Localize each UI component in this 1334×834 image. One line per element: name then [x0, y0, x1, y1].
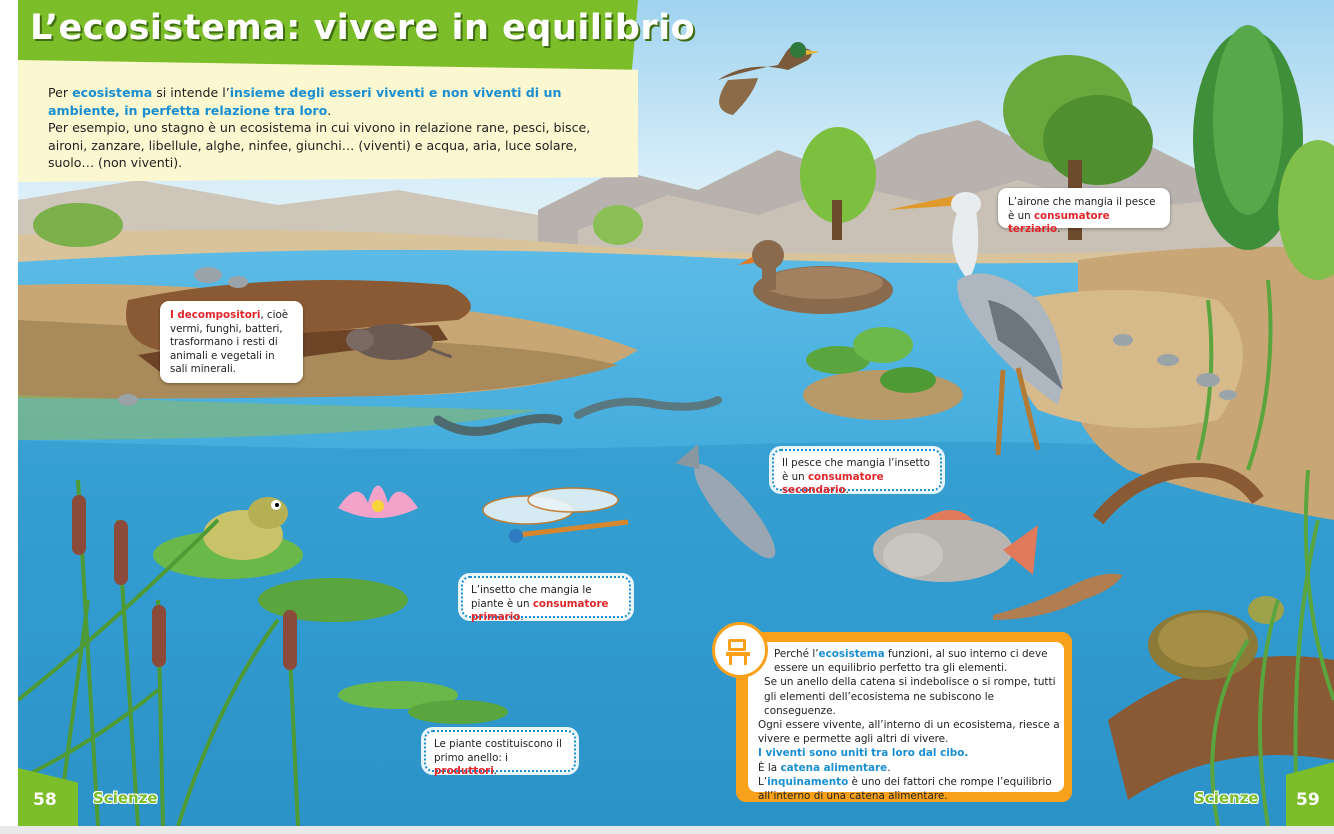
bottom-margin: [0, 826, 1334, 834]
callout-insect-end: .: [520, 611, 524, 623]
callout-plants-end: .: [493, 765, 498, 777]
page-title: L’ecosistema: vivere in equilibrio: [30, 8, 696, 48]
callout-decomposers-keyword: I decompositori: [170, 309, 261, 321]
callout-fish: [772, 449, 942, 496]
callout-fish-end: .: [845, 484, 849, 496]
info-line-2: Se un anello della catena si indebolisce o si rompe, tutti gli elementi dell’ecosistema ne subiscono le conseguenze.: [764, 676, 1056, 717]
info-line-4: I viventi sono uniti tra loro dal cibo.: [758, 747, 969, 760]
info-text: è uno dei fattori che rompe l’equilibrio all’interno di una catena alimentare.: [758, 775, 1052, 803]
callout-fish-keyword: consumatore secondario: [782, 470, 884, 496]
callout-insect: [461, 576, 631, 623]
callout-decomposers: [160, 301, 303, 383]
callout-heron: [998, 188, 1170, 235]
info-box-text: [758, 647, 1062, 803]
subject-label-right: Scienze: [1194, 789, 1259, 807]
info-text: funzioni, al suo interno ci deve essere un equilibrio perfetto tra gli elementi.: [774, 648, 1048, 675]
info-keyword-ecosistema: ecosistema: [818, 648, 885, 660]
callout-insect-text: L’insetto che mangia le piante è un: [471, 584, 592, 610]
callout-heron-text: L’airone che mangia il pesce è un: [1008, 196, 1156, 222]
intro-definition: insieme degli esseri viventi e non viventi di un ambiente, in perfetta relazione tra loro: [48, 85, 562, 118]
reading-desk-icon-glyph: [723, 633, 757, 667]
page-number-right: 59: [1296, 790, 1320, 810]
callout-insect-keyword: consumatore primario: [471, 597, 609, 623]
intro-text-part: Per: [48, 85, 73, 100]
intro-paragraph: [48, 84, 618, 172]
intro-keyword-ecosistema: ecosistema: [72, 85, 153, 100]
intro-example: Per esempio, uno stagno è un ecosistema in cui vivono in relazione rane, pesci, bisce, aironi, zanzare, libellule, alghe, ninfee, giunchi… (viventi) e acqua, aria, luce solare, suolo… (non viventi).: [48, 120, 591, 170]
callout-plants-keyword: produttori: [434, 765, 494, 777]
callout-heron-end: .: [1057, 223, 1061, 235]
info-text: Perché l’: [774, 648, 819, 660]
callout-fish-text: Il pesce che mangia l’insetto è un: [782, 457, 930, 483]
page-number-left: 58: [33, 790, 57, 810]
callout-heron-keyword: consumatore terziario: [1008, 209, 1110, 235]
subject-label-left: Scienze: [93, 789, 158, 807]
intro-text-part: si intende l’: [152, 85, 230, 100]
info-keyword-inquinamento: inquinamento: [767, 775, 849, 788]
info-text: L’: [758, 775, 768, 788]
info-line-1: [758, 647, 1062, 675]
info-text: .: [887, 761, 891, 774]
info-keyword-catena: catena alimentare: [780, 761, 888, 774]
callout-plants-text: Le piante costituiscono il primo anello: i: [434, 738, 562, 764]
callout-plants: [424, 730, 576, 777]
intro-text-part: .: [327, 102, 332, 118]
callout-decomposers-text: , cioè vermi, funghi, batteri, trasformano i resti di animali e vegetali in sali minerali.: [170, 309, 289, 375]
info-line-5: [758, 761, 1062, 775]
info-text: È la: [758, 761, 781, 774]
info-line-3: Ogni essere vivente, all’interno di un ecosistema, riesce a vivere e permette agli altri di vivere.: [758, 719, 1060, 746]
info-line-6: [758, 775, 1062, 803]
